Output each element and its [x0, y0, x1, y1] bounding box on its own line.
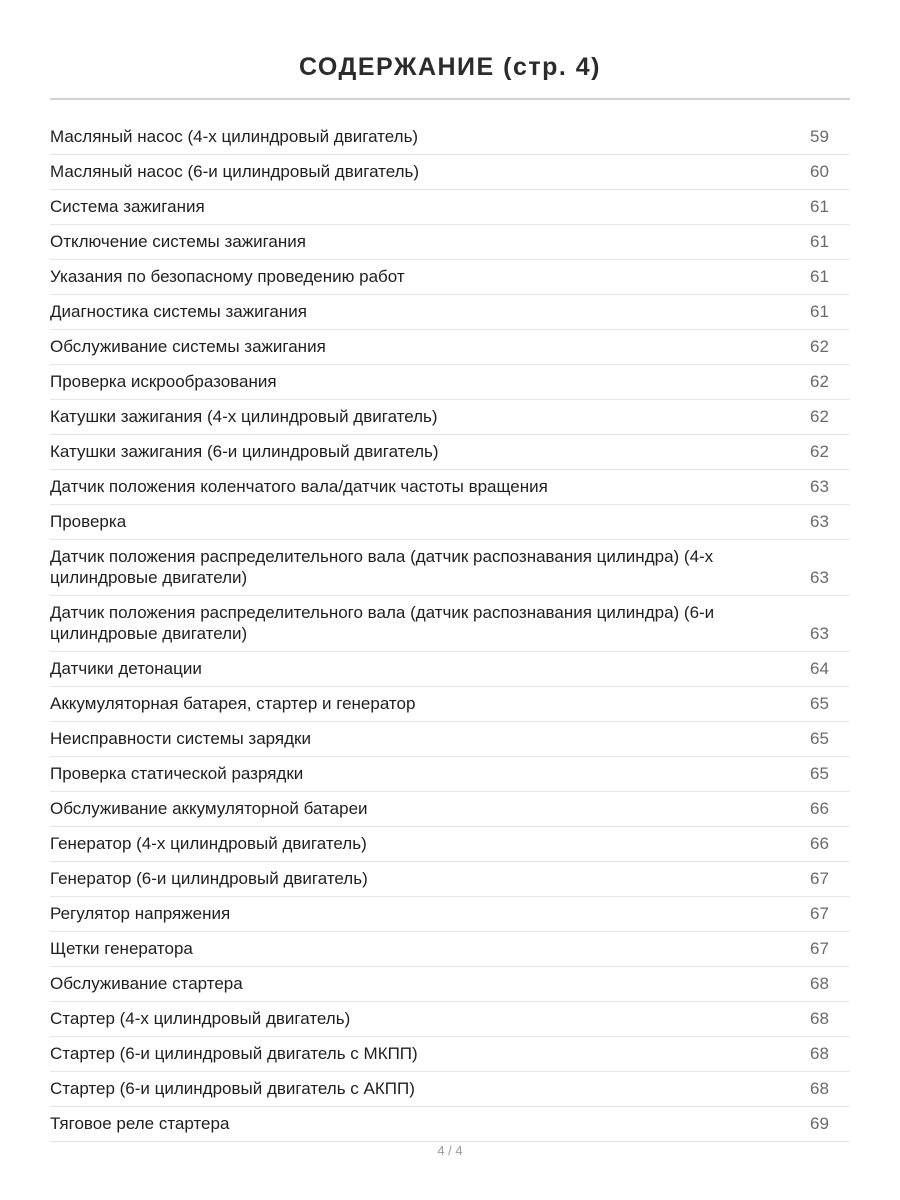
toc-entry[interactable] — [50, 505, 850, 540]
toc-entry[interactable] — [50, 190, 850, 225]
toc-entry-label: Катушки зажигания (6-и цилиндровый двигатель) — [50, 442, 439, 461]
toc-entry[interactable] — [50, 470, 850, 505]
toc-entry-label: Обслуживание аккумуляторной батареи — [50, 799, 368, 818]
toc-entry-label: Обслуживание системы зажигания — [50, 337, 326, 356]
toc-entry[interactable] — [50, 365, 850, 400]
toc-entry-label: Генератор (6-и цилиндровый двигатель) — [50, 869, 368, 888]
toc-entry-page: 62 — [810, 407, 829, 426]
toc-entry-label: Датчик положения распределительного вала (датчик распознавания цилиндра) (4-х цилиндровые двигатели) — [50, 547, 714, 587]
toc-entry-page: 60 — [810, 162, 829, 181]
toc-entry[interactable] — [50, 1107, 850, 1142]
toc-entry-label: Масляный насос (6-и цилиндровый двигатель) — [50, 162, 420, 181]
toc-entry-page: 68 — [810, 1079, 829, 1098]
toc-entry-page: 63 — [810, 477, 829, 496]
toc-entry[interactable] — [50, 932, 850, 967]
toc-entry[interactable] — [50, 897, 850, 932]
toc-entry[interactable] — [50, 225, 850, 260]
page-title: СОДЕРЖАНИЕ (стр. 4) — [298, 52, 602, 81]
toc-entry[interactable] — [50, 1037, 850, 1072]
toc-entry[interactable] — [50, 652, 850, 687]
toc-entry-page: 65 — [810, 764, 829, 783]
toc-entry[interactable] — [50, 1002, 850, 1037]
toc-entry[interactable] — [50, 155, 850, 190]
toc-entry-page: 62 — [810, 337, 829, 356]
toc-entry-label: Указания по безопасному проведению работ — [50, 267, 405, 286]
toc-entry-page: 63 — [810, 512, 829, 531]
toc-entry-label: Датчик положения распределительного вала (датчик распознавания цилиндра) (6-и цилиндровые двигатели) — [50, 603, 715, 643]
toc-entry-page: 61 — [810, 232, 829, 251]
toc-entry[interactable] — [50, 1072, 850, 1107]
toc-entry-label: Проверка статической разрядки — [50, 764, 304, 783]
page-indicator: 4 / 4 — [437, 1143, 463, 1158]
toc-entry-page: 64 — [810, 659, 829, 678]
toc-entry-label: Стартер (6-и цилиндровый двигатель с АКПП) — [50, 1079, 415, 1098]
toc-entry[interactable] — [50, 330, 850, 365]
title-divider — [50, 98, 850, 100]
toc-entry[interactable] — [50, 792, 850, 827]
toc-entry-page: 69 — [810, 1114, 829, 1133]
toc-entry-label: Датчики детонации — [50, 659, 202, 678]
toc-entry-label: Стартер (4-х цилиндровый двигатель) — [50, 1009, 351, 1028]
toc-entry[interactable] — [50, 757, 850, 792]
toc-entry-page: 61 — [810, 197, 829, 216]
toc-entry-page: 61 — [810, 302, 829, 321]
toc-entry-page: 68 — [810, 1044, 829, 1063]
toc-entry-label: Система зажигания — [50, 197, 205, 216]
toc-entry-page: 63 — [810, 624, 829, 643]
toc-entry-page: 65 — [810, 729, 829, 748]
toc-entry-page: 68 — [810, 1009, 829, 1028]
toc-entry-label: Щетки генератора — [50, 939, 193, 958]
toc-entry-label: Диагностика системы зажигания — [50, 302, 307, 321]
toc-entry-label: Отключение системы зажигания — [50, 232, 306, 251]
toc-entry-label: Стартер (6-и цилиндровый двигатель с МКПП) — [50, 1044, 418, 1063]
toc-entry[interactable] — [50, 687, 850, 722]
toc-entry-page: 61 — [810, 267, 829, 286]
toc-list — [50, 120, 850, 1142]
toc-entry[interactable] — [50, 540, 850, 596]
toc-entry[interactable] — [50, 596, 850, 652]
toc-entry-page: 67 — [810, 869, 829, 888]
toc-entry-label: Масляный насос (4-х цилиндровый двигатель) — [50, 127, 419, 146]
toc-entry[interactable] — [50, 435, 850, 470]
toc-entry-page: 68 — [810, 974, 829, 993]
toc-entry-label: Тяговое реле стартера — [50, 1114, 230, 1133]
toc-entry[interactable] — [50, 260, 850, 295]
toc-entry-page: 67 — [810, 939, 829, 958]
toc-entry-label: Аккумуляторная батарея, стартер и генератор — [50, 694, 416, 713]
toc-entry-page: 63 — [810, 568, 829, 587]
toc-entry-page: 65 — [810, 694, 829, 713]
toc-entry-label: Датчик положения коленчатого вала/датчик частоты вращения — [50, 477, 548, 496]
toc-entry[interactable] — [50, 967, 850, 1002]
toc-entry-label: Обслуживание стартера — [50, 974, 243, 993]
toc-entry-page: 62 — [810, 442, 829, 461]
toc-entry-label: Регулятор напряжения — [50, 904, 231, 923]
toc-entry-label: Проверка — [50, 512, 127, 531]
toc-entry[interactable] — [50, 400, 850, 435]
toc-entry[interactable] — [50, 862, 850, 897]
toc-entry-page: 66 — [810, 834, 829, 853]
toc-entry-page: 59 — [810, 127, 829, 146]
toc-entry-label: Неисправности системы зарядки — [50, 729, 311, 748]
toc-entry-page: 62 — [810, 372, 829, 391]
toc-entry-page: 67 — [810, 904, 829, 923]
toc-entry[interactable] — [50, 295, 850, 330]
toc-entry[interactable] — [50, 120, 850, 155]
toc-entry-label: Проверка искрообразования — [50, 372, 277, 391]
toc-entry-label: Генератор (4-х цилиндровый двигатель) — [50, 834, 367, 853]
toc-entry[interactable] — [50, 827, 850, 862]
toc-entry[interactable] — [50, 722, 850, 757]
toc-entry-label: Катушки зажигания (4-х цилиндровый двигатель) — [50, 407, 438, 426]
toc-entry-page: 66 — [810, 799, 829, 818]
